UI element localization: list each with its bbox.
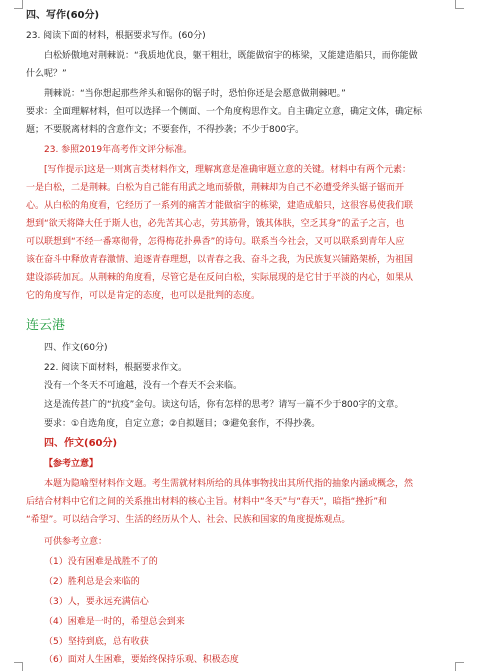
reference-list-item: （5）坚持到底，总有收获	[44, 637, 149, 647]
crop-mark-bottom-right	[455, 662, 464, 671]
writing-tip-line: 它的角度写作，可以是肯定的态度，也可以是批判的态度。	[26, 291, 261, 301]
reference-list-item: （4）困难是一时的，希望总会到来	[44, 617, 185, 627]
reference-list-item: （1）没有困难是战胜不了的	[44, 557, 158, 567]
material-paragraph-2: 荆棘说：“当你想起那些斧头和锯你的锯子时，恐怕你还是会愿意做荆棘吧。”	[44, 89, 346, 99]
answer-heading: 四、作文(60分)	[44, 438, 118, 449]
section1-question-intro: 23. 阅读下面的材料，根据要求写作。(60分)	[26, 31, 206, 41]
region-title: 连云港	[26, 318, 66, 333]
scoring-standard: 23. 参照2019年高考作文评分标准。	[44, 145, 193, 155]
crop-mark-top-right	[455, 0, 464, 9]
writing-tip-line: 想到“欲天将降大任于斯人也，必先苦其心志，劳其筋骨，饿其体肤，空乏其身”的孟子之言，也	[26, 219, 405, 229]
material-paragraph-1b: 什么呢？”	[26, 69, 67, 79]
reference-list-item: （2）胜利总是会来临的	[44, 577, 140, 587]
writing-tip-line: 心。从白松的角度看，它经历了一系列的痛苦才能做宿宇的栋梁，建造成船只，这很容易使我们联	[26, 201, 414, 211]
section1-heading: 四、写作(60分)	[26, 10, 100, 21]
writing-tip-line: [写作提示]这是一则寓言类材料作文，理解寓意是准确审题立意的关键。材料中有两个元素：	[44, 165, 412, 175]
writing-tip-line: 一是白松，二是荆棘。白松为自己能有用武之地而骄傲，荆棘却为自己不必遭受斧头锯子锯而开	[26, 183, 405, 193]
section2-requirement: 要求：①自选角度，自定立意；②自拟题目；③避免套作，不得抄袭。	[44, 419, 321, 429]
crop-mark-bottom-left	[14, 662, 23, 671]
reference-line: 后结合材料中它们之间的关系推出材料的核心主旨。材料中“冬天”与“春天”，暗指“挫折”和	[26, 497, 387, 507]
reference-list-title: 可供参考立意：	[44, 537, 108, 547]
writing-tip-line: 该在奋斗中释放青春激情、追逐青春理想，以青春之我、奋斗之我，为民族复兴铺路架桥，为祖国	[26, 255, 414, 265]
crop-mark-top-left	[14, 0, 23, 9]
writing-prompt: 这是流传甚广的“抗疫”金句。读这句话，你有怎样的思考？请写一篇不少于800字的文章。	[44, 400, 404, 410]
reference-list-item: （3）人，要永远充满信心	[44, 597, 149, 607]
material-quote: 没有一个冬天不可逾越，没有一个春天不会来临。	[44, 381, 243, 391]
material-paragraph-1a: 白松娇傲地对荆棘说：“我质地优良，躯干粗壮，既能做宿宇的栋梁，又能建造船只，而你能做	[44, 51, 418, 61]
requirement-line-a: 要求：全面理解材料，但可以选择一个侧面、一个角度构思作文。自主确定立意，确定文体，确定标	[26, 107, 423, 117]
section2-heading: 四、作文(60分)	[44, 343, 108, 353]
writing-tip-line: 建设添砖加瓦。从荆棘的角度看，尽管它是在反问白松，实际展现的是它甘于平淡的内心，如果从	[26, 273, 414, 283]
reference-line: “希望”。可以结合学习、生活的经历从个人、社会、民族和国家的角度提炼观点。	[26, 515, 351, 525]
requirement-line-b: 题；不要脱离材料的含意作文；不要套作，不得抄袭；不少于800字。	[26, 125, 305, 135]
reference-title: 【参考立意】	[44, 459, 99, 469]
writing-tip-line: 可以联想到“不经一番寒彻骨，怎得梅花扑鼻香”的诗句。联系当今社会，又可以联系到青年人应	[26, 237, 405, 247]
reference-line: 本题为隐喻型材料作文题。考生需就材料所给的具体事物找出其所代指的抽象内涵或概念，然	[44, 479, 414, 489]
reference-list-item: （6）面对人生困难，要始终保持乐观、积极态度	[44, 655, 239, 665]
section2-question-intro: 22. 阅读下面材料，根据要求作文。	[44, 363, 188, 373]
